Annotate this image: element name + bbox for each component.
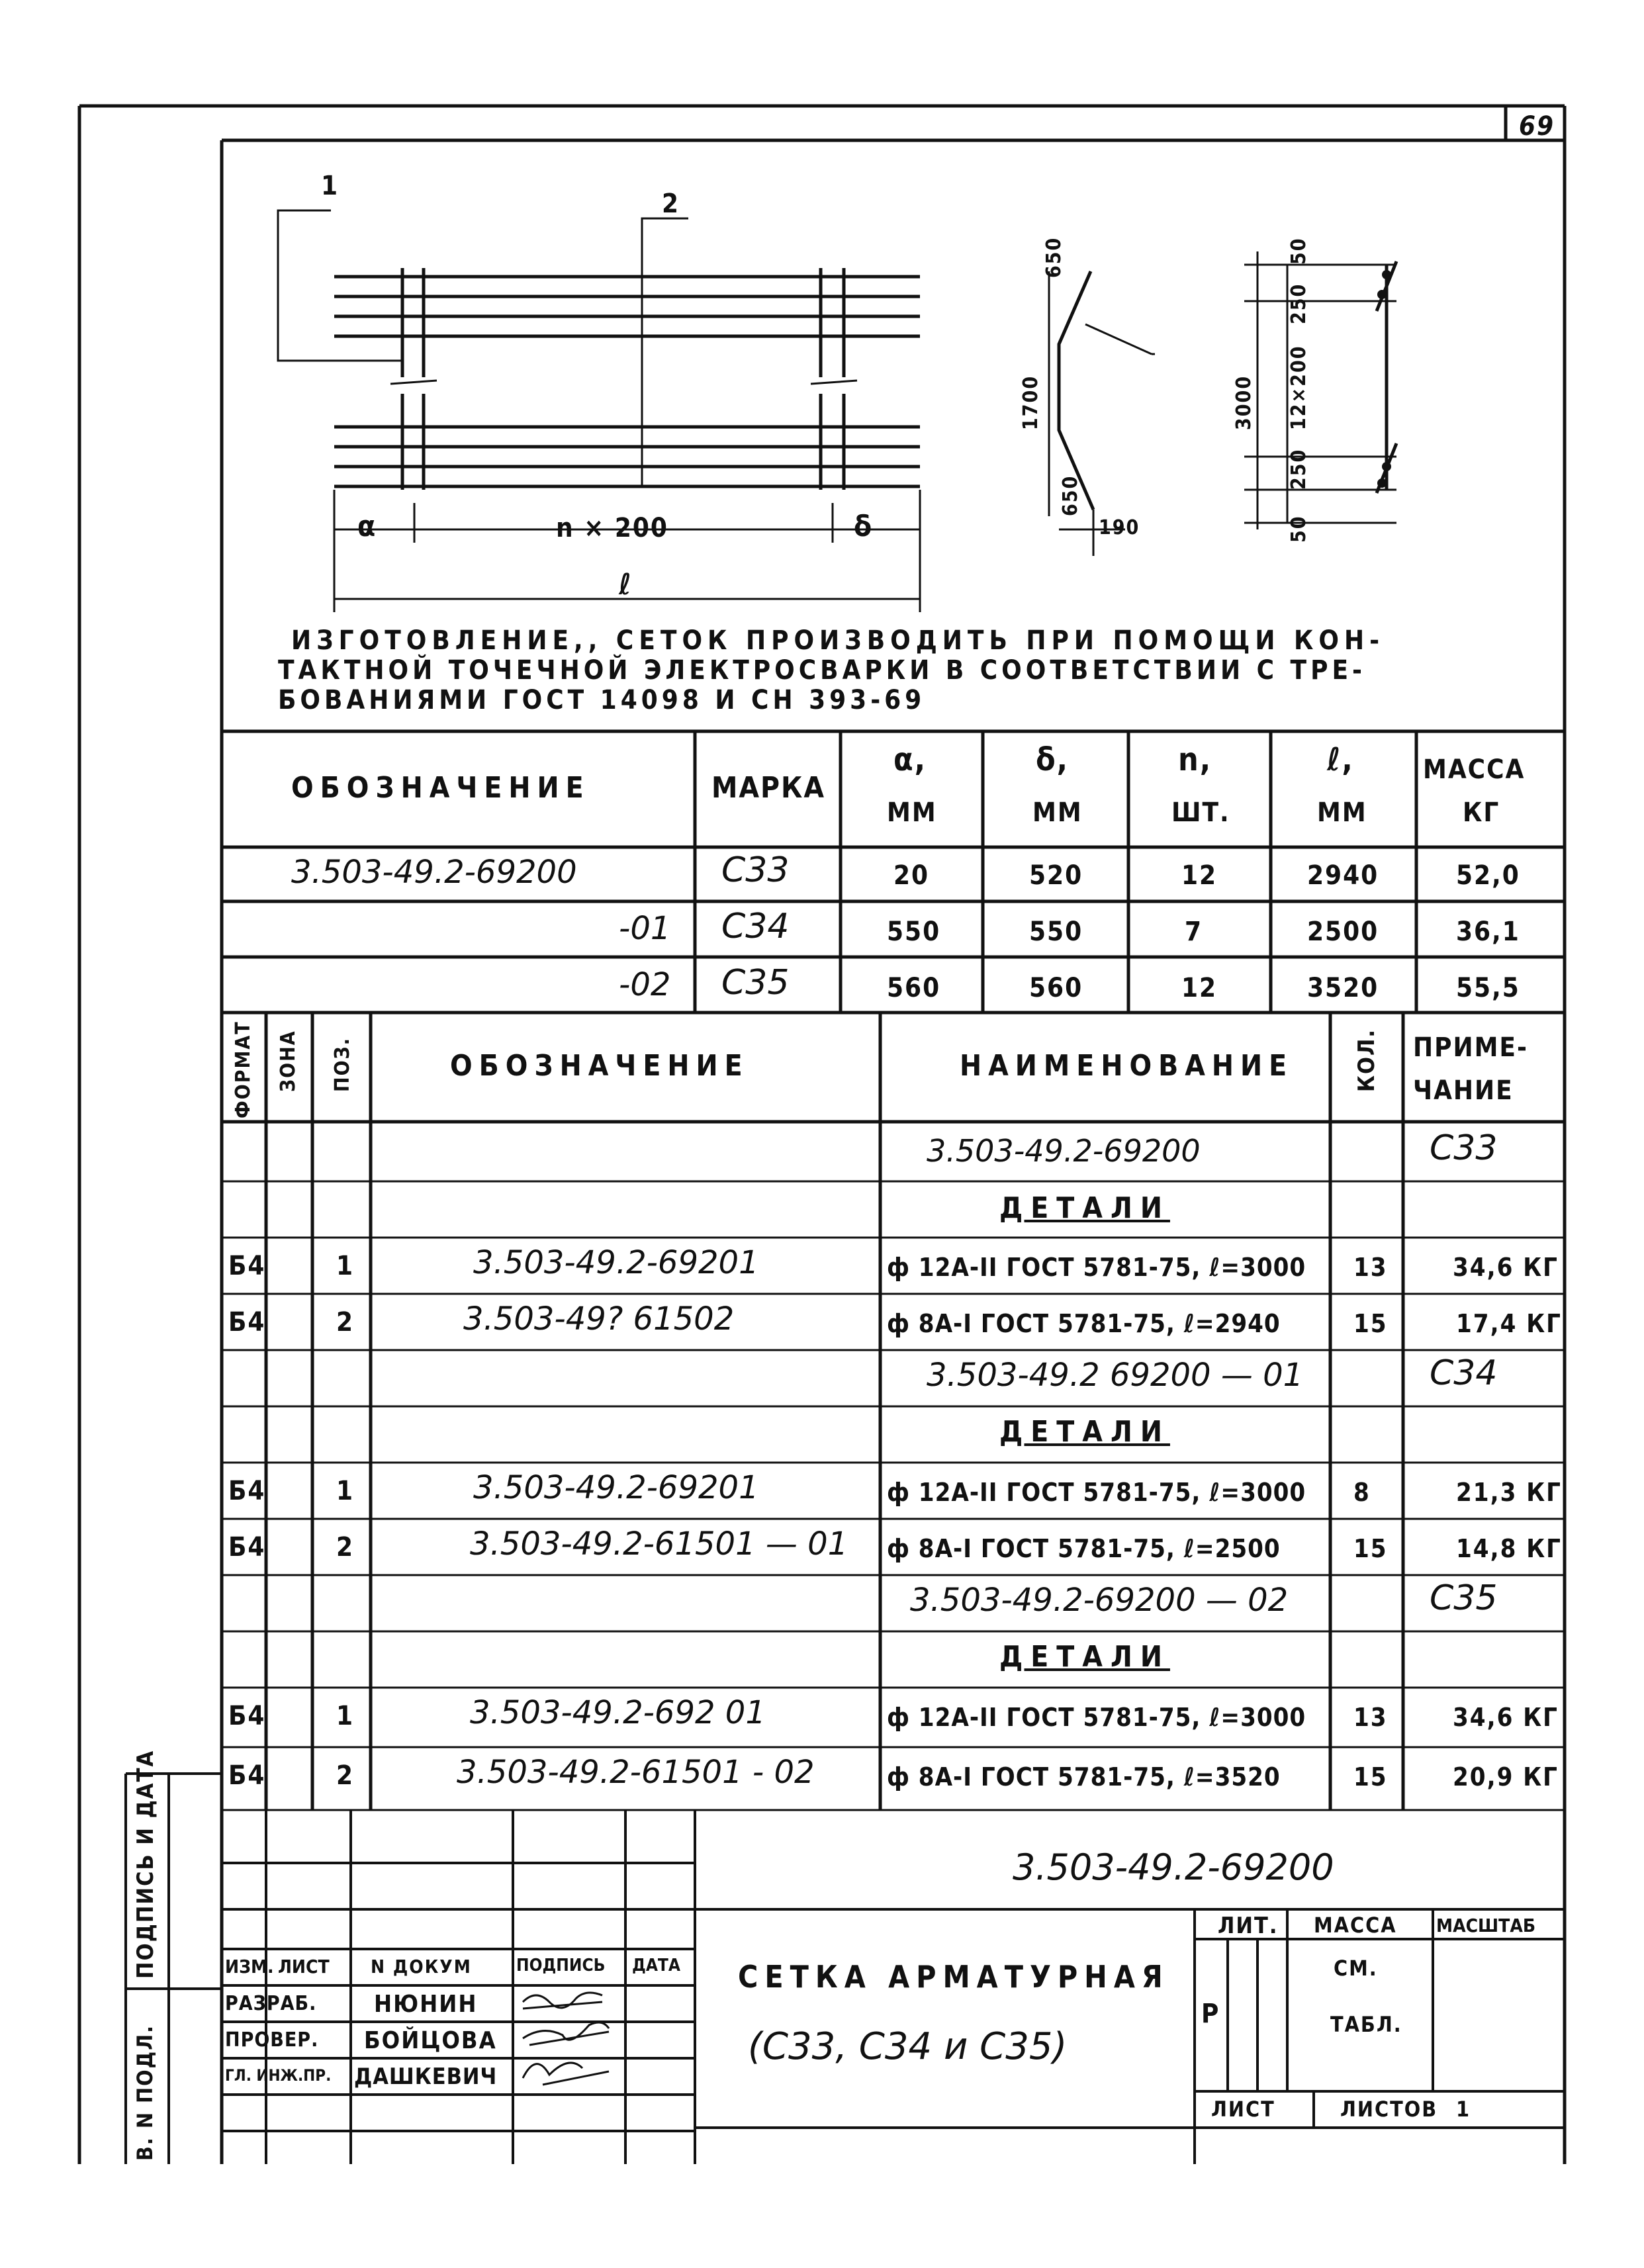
tb-role-razrab: РАЗРАБ. [225, 1992, 317, 2015]
t1-header-l: ℓ, [1327, 741, 1354, 778]
t2-r4-note: 17,4 КГ [1456, 1309, 1562, 1338]
margin-inv-no: В. N ПОДЛ. [132, 2024, 158, 2161]
t2-r12-note: 20,9 КГ [1453, 1762, 1559, 1792]
t2-r6-name: ДЕТАЛИ [999, 1415, 1170, 1449]
t1-r1-mass: 52,0 [1456, 860, 1520, 891]
t2-r2-name: ДЕТАЛИ [999, 1191, 1170, 1225]
t2-r1-name: 3.503-49.2-69200 [927, 1133, 1201, 1169]
mesh-section [1244, 251, 1396, 529]
t2-r3-qty: 13 [1353, 1253, 1388, 1282]
t1-header-mark: МАРКА [711, 771, 826, 805]
dim-n200: n × 200 [556, 513, 668, 543]
t1-header-n: n, [1178, 741, 1212, 778]
t2-header-note-2: ЧАНИЕ [1413, 1075, 1514, 1106]
tb-col-izm: ИЗМ. [225, 1956, 274, 1977]
t2-r11-pos: 1 [336, 1701, 355, 1731]
t2-header-format: ФОРМАТ [232, 1021, 255, 1118]
t2-r8-pos: 2 [336, 1532, 355, 1563]
t1-r2-l: 2500 [1307, 917, 1379, 947]
section-50-top: 50 [1287, 237, 1310, 265]
t1-r2-designation: -01 [619, 910, 671, 947]
dim-b: δ [854, 510, 874, 543]
tb-massa-value-1: СМ. [1334, 1956, 1378, 1981]
tb-col-podpis: ПОДПИСЬ [516, 1956, 606, 1975]
t1-r2-a: 550 [887, 917, 941, 947]
tb-sheets-value: 1 [1456, 2097, 1471, 2122]
t2-r12-pos: 2 [336, 1760, 355, 1791]
section-250-bot: 250 [1287, 448, 1310, 490]
tb-name-gl: ДАШКЕВИЧ [354, 2064, 498, 2090]
t1-r1-designation: 3.503-49.2-69200 [291, 854, 577, 891]
t2-header-name: НАИМЕНОВАНИЕ [960, 1049, 1294, 1083]
sheet-number: 69 [1519, 111, 1555, 142]
t2-r3-format: Б4 [228, 1251, 266, 1281]
t1-header-designation: ОБОЗНАЧЕНИЕ [291, 771, 590, 805]
t1-header-mass: МАССА [1423, 754, 1526, 785]
tb-col-ndokum: N ДОКУМ [371, 1956, 472, 1977]
doc-number: 3.503-49.2-69200 [1013, 1846, 1334, 1888]
section-50-bot: 50 [1287, 515, 1310, 543]
t2-r12-designation: 3.503-49.2-61501 - 02 [457, 1754, 815, 1791]
t1-r3-l: 3520 [1307, 973, 1379, 1003]
t2-header-designation: ОБОЗНАЧЕНИЕ [450, 1049, 749, 1083]
callout-2: 2 [662, 189, 680, 219]
t2-r7-designation: 3.503-49.2-69201 [473, 1469, 759, 1506]
side-190: 190 [1099, 516, 1140, 539]
callout-1: 1 [321, 171, 340, 201]
t2-r7-pos: 1 [336, 1476, 355, 1506]
t1-r2-b: 550 [1029, 917, 1083, 947]
t2-r4-name: ф 8А-I ГОСТ 5781-75, ℓ=2940 [887, 1309, 1281, 1338]
tb-lit-value: Р [1201, 1999, 1220, 2029]
t2-r7-qty: 8 [1353, 1478, 1371, 1507]
t1-r3-designation: -02 [619, 966, 671, 1003]
signatures [523, 1993, 609, 2085]
t2-r11-format: Б4 [228, 1701, 266, 1731]
t2-r11-designation: 3.503-49.2-692 01 [470, 1694, 766, 1731]
t2-r8-name: ф 8А-I ГОСТ 5781-75, ℓ=2500 [887, 1534, 1281, 1563]
t2-r4-qty: 15 [1353, 1309, 1388, 1338]
t1-r2-mark: С34 [721, 907, 790, 946]
t2-r3-designation: 3.503-49.2-69201 [473, 1244, 759, 1281]
t2-r7-format: Б4 [228, 1476, 266, 1506]
tb-sheets: ЛИСТОВ [1340, 2097, 1438, 2122]
t1-r1-l: 2940 [1307, 860, 1379, 891]
t2-r9-note: С35 [1430, 1578, 1498, 1618]
t1-r3-b: 560 [1029, 973, 1083, 1003]
t2-r12-qty: 15 [1353, 1762, 1388, 1792]
note-line-3: БОВАНИЯМИ ГОСТ 14098 И СН 393-69 [278, 685, 926, 715]
t2-r11-qty: 13 [1353, 1703, 1388, 1732]
t2-r9-name: 3.503-49.2-69200 — 02 [910, 1582, 1289, 1619]
t2-r4-format: Б4 [228, 1307, 266, 1338]
t2-r8-format: Б4 [228, 1532, 266, 1563]
t1-header-a: α, [893, 741, 927, 778]
section-250-top: 250 [1287, 283, 1310, 324]
t2-r8-designation: 3.503-49.2-61501 — 01 [470, 1525, 848, 1563]
t2-r3-note: 34,6 КГ [1453, 1253, 1559, 1282]
t2-header-note-1: ПРИМЕ- [1413, 1032, 1528, 1063]
t2-header-qty: КОЛ. [1353, 1028, 1380, 1092]
title-line-2: (С33, С34 и С35) [748, 2025, 1068, 2068]
section-12x200: 12×200 [1287, 345, 1310, 430]
t1-r2-mass: 36,1 [1456, 917, 1520, 947]
side-1700: 1700 [1019, 375, 1042, 430]
t2-r3-pos: 1 [336, 1251, 355, 1281]
t1-header-mass-unit: КГ [1463, 797, 1500, 828]
mesh-plan [334, 268, 920, 490]
t1-header-b: δ, [1036, 741, 1070, 778]
tb-lit: ЛИТ. [1218, 1913, 1279, 1939]
t2-r8-qty: 15 [1353, 1534, 1388, 1563]
t2-r3-name: ф 12А-II ГОСТ 5781-75, ℓ=3000 [887, 1253, 1306, 1282]
mesh-profile [1059, 271, 1093, 510]
tb-col-list: ЛИСТ [278, 1956, 330, 1977]
dim-l: ℓ [619, 568, 633, 602]
t1-r3-mark: С35 [721, 963, 790, 1003]
note-line-2: ТАКТНОЙ ТОЧЕЧНОЙ ЭЛЕКТРОСВАРКИ В СООТВЕТСТВИИ С ТРЕ- [278, 655, 1366, 686]
t2-r11-note: 34,6 КГ [1453, 1703, 1559, 1732]
title-line-1: СЕТКА АРМАТУРНАЯ [738, 1959, 1169, 1995]
tb-col-data: ДАТА [632, 1956, 680, 1975]
t1-r3-n: 12 [1181, 973, 1218, 1003]
tb-sheet: ЛИСТ [1211, 2097, 1275, 2122]
t1-r1-mark: С33 [721, 850, 790, 890]
margin-sign-date: ПОДПИСЬ И ДАТА [132, 1749, 159, 1979]
tb-name-prover: БОЙЦОВА [364, 2027, 497, 2054]
t2-r8-note: 14,8 КГ [1456, 1534, 1562, 1563]
t2-r10-name: ДЕТАЛИ [999, 1640, 1170, 1674]
t2-r12-format: Б4 [228, 1760, 266, 1791]
note-line-1: ИЗГОТОВЛЕНИЕ,, СЕТОК ПРОИЗВОДИТЬ ПРИ ПОМОЩИ КОН- [291, 625, 1385, 656]
t1-r1-b: 520 [1029, 860, 1083, 891]
t2-r4-designation: 3.503-49? 61502 [463, 1300, 735, 1338]
t1-header-a-unit: ММ [887, 797, 937, 828]
t1-header-l-unit: ММ [1317, 797, 1367, 828]
t2-header-pos: ПОЗ. [331, 1037, 354, 1092]
t2-r12-name: ф 8А-I ГОСТ 5781-75, ℓ=3520 [887, 1762, 1281, 1792]
tb-massa-value-2: ТАБЛ. [1330, 2012, 1402, 2037]
t1-r2-n: 7 [1185, 917, 1203, 947]
t1-r1-n: 12 [1181, 860, 1218, 891]
t1-r3-a: 560 [887, 973, 941, 1003]
tb-masshtab: МАСШТАБ [1436, 1915, 1536, 1936]
t2-r1-note: С33 [1430, 1128, 1498, 1168]
t2-r7-name: ф 12А-II ГОСТ 5781-75, ℓ=3000 [887, 1478, 1306, 1507]
t1-r1-a: 20 [893, 860, 930, 891]
t1-header-n-unit: ШТ. [1171, 797, 1230, 828]
t2-r11-name: ф 12А-II ГОСТ 5781-75, ℓ=3000 [887, 1703, 1306, 1732]
t2-header-zone: ЗОНА [277, 1030, 300, 1092]
side-650-top: 650 [1042, 236, 1066, 278]
side-650-bot: 650 [1059, 475, 1082, 516]
tb-name-razrab: НЮНИН [374, 1991, 478, 2018]
t2-r5-name: 3.503-49.2 69200 — 01 [927, 1357, 1304, 1394]
section-3000: 3000 [1232, 375, 1256, 430]
t2-r7-note: 21,3 КГ [1456, 1478, 1562, 1507]
t2-r4-pos: 2 [336, 1307, 355, 1338]
tb-massa: МАССА [1314, 1913, 1397, 1938]
t1-header-b-unit: ММ [1032, 797, 1083, 828]
t1-r3-mass: 55,5 [1456, 973, 1520, 1003]
tb-role-gl: ГЛ. ИНЖ.ПР. [225, 2066, 332, 2085]
dim-a: α [357, 510, 377, 543]
t2-r5-note: С34 [1430, 1353, 1498, 1393]
tb-role-prover: ПРОВЕР. [225, 2028, 319, 2052]
